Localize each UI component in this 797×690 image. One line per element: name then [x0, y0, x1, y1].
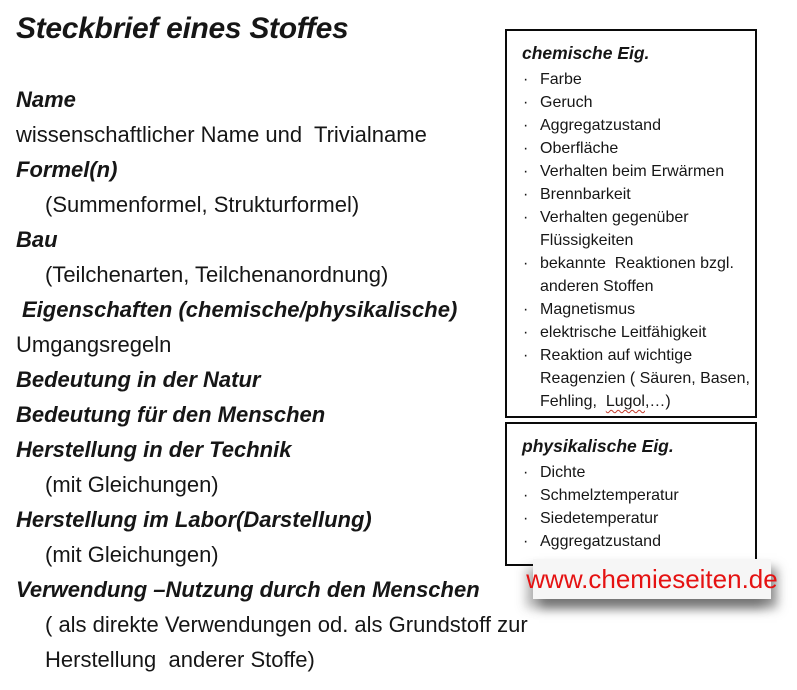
outline-heading: Name: [16, 87, 76, 112]
outline-heading: Herstellung in der Technik: [16, 437, 292, 462]
physical-properties-box: [505, 422, 757, 566]
outline-subtext: (mit Gleichungen): [45, 542, 219, 567]
list-item-label: Verhalten beim Erwärmen: [540, 163, 725, 180]
reaction-text: Reaktion auf wichtige Reagenzien ( Säuren, Basen, Fehling,: [540, 347, 755, 410]
outline-heading: Verwendung –Nutzung durch den Menschen: [16, 577, 480, 602]
bullet-icon: ·: [523, 255, 529, 272]
list-item: [521, 344, 755, 413]
outline-heading: Bau: [16, 227, 58, 252]
spellcheck-flagged-word: Lugol: [605, 393, 645, 410]
bullet-icon: ·: [523, 71, 529, 88]
list-item: [521, 321, 750, 344]
list-item: [521, 206, 750, 252]
outline-subtext: (Teilchenarten, Teilchenanordnung): [45, 262, 389, 287]
list-item: [521, 114, 750, 137]
list-item-label: Aggregatzustand: [540, 533, 661, 550]
list-item-label: Aggregatzustand: [540, 117, 661, 134]
list-item-label: Oberfläche: [540, 140, 619, 157]
outline-list: [16, 82, 576, 677]
list-item: [521, 461, 750, 484]
physical-properties-list: [507, 461, 755, 553]
physical-box-title: physikalische Eig.: [522, 436, 674, 456]
outline-subtext: ( als direkte Verwendungen od. als Grundstoff zur: [45, 612, 528, 637]
chemical-properties-list: [507, 68, 755, 413]
bullet-icon: ·: [523, 186, 529, 203]
outline-text: wissenschaftlicher Name und Trivialname: [16, 122, 427, 147]
bullet-icon: ·: [523, 117, 529, 134]
bullet-icon: ·: [523, 347, 529, 364]
reaction-suffix: ,…): [644, 393, 671, 410]
list-item-label: Siedetemperatur: [540, 510, 659, 527]
outline-column: [16, 11, 576, 677]
outline-text: Umgangsregeln: [16, 332, 172, 357]
bullet-icon: ·: [523, 324, 529, 341]
list-item: [521, 252, 750, 298]
bullet-icon: ·: [523, 301, 529, 318]
outline-heading: Eigenschaften (chemische/physikalische): [22, 297, 458, 322]
list-item: [521, 137, 750, 160]
list-item-label: Schmelztemperatur: [540, 487, 679, 504]
bullet-icon: ·: [523, 464, 529, 481]
list-item: [521, 160, 750, 183]
list-item: [521, 298, 750, 321]
bullet-icon: ·: [523, 533, 529, 550]
outline-subtext: Herstellung anderer Stoffe): [45, 647, 315, 672]
list-item: [521, 484, 750, 507]
outline-heading: Bedeutung in der Natur: [16, 367, 261, 392]
list-item-label: bekannte Reaktionen bzgl. anderen Stoffen: [540, 255, 739, 295]
watermark-url: www.chemieseiten.de: [526, 564, 778, 594]
outline-heading: Herstellung im Labor(Darstellung): [16, 507, 372, 532]
bullet-icon: ·: [523, 510, 529, 527]
bullet-icon: ·: [523, 163, 529, 180]
chemical-box-title: chemische Eig.: [522, 43, 650, 63]
bullet-icon: ·: [523, 487, 529, 504]
watermark-badge: [526, 559, 778, 599]
list-item-label: Dichte: [540, 464, 586, 481]
outline-heading: Bedeutung für den Menschen: [16, 402, 326, 427]
list-item-label: Brennbarkeit: [540, 186, 631, 203]
bullet-icon: ·: [523, 94, 529, 111]
list-item: [521, 507, 750, 530]
list-item-label: Magnetismus: [540, 301, 636, 318]
list-item-label: Geruch: [540, 94, 593, 111]
list-item-label: Verhalten gegenüber Flüssigkeiten: [540, 209, 694, 249]
list-item: [521, 530, 750, 553]
list-item: [521, 91, 750, 114]
outline-heading: Formel(n): [16, 157, 118, 182]
bullet-icon: ·: [523, 140, 529, 157]
bullet-icon: ·: [523, 209, 529, 226]
list-item-label: elektrische Leitfähigkeit: [540, 324, 707, 341]
list-item-label: Farbe: [540, 71, 582, 88]
outline-subtext: (Summenformel, Strukturformel): [45, 192, 360, 217]
chemical-properties-box: [505, 29, 757, 418]
page-title: Steckbrief eines Stoffes: [16, 12, 349, 45]
outline-subtext: (mit Gleichungen): [45, 472, 219, 497]
list-item: [521, 68, 750, 91]
list-item-label: [540, 344, 755, 413]
list-item: [521, 183, 750, 206]
